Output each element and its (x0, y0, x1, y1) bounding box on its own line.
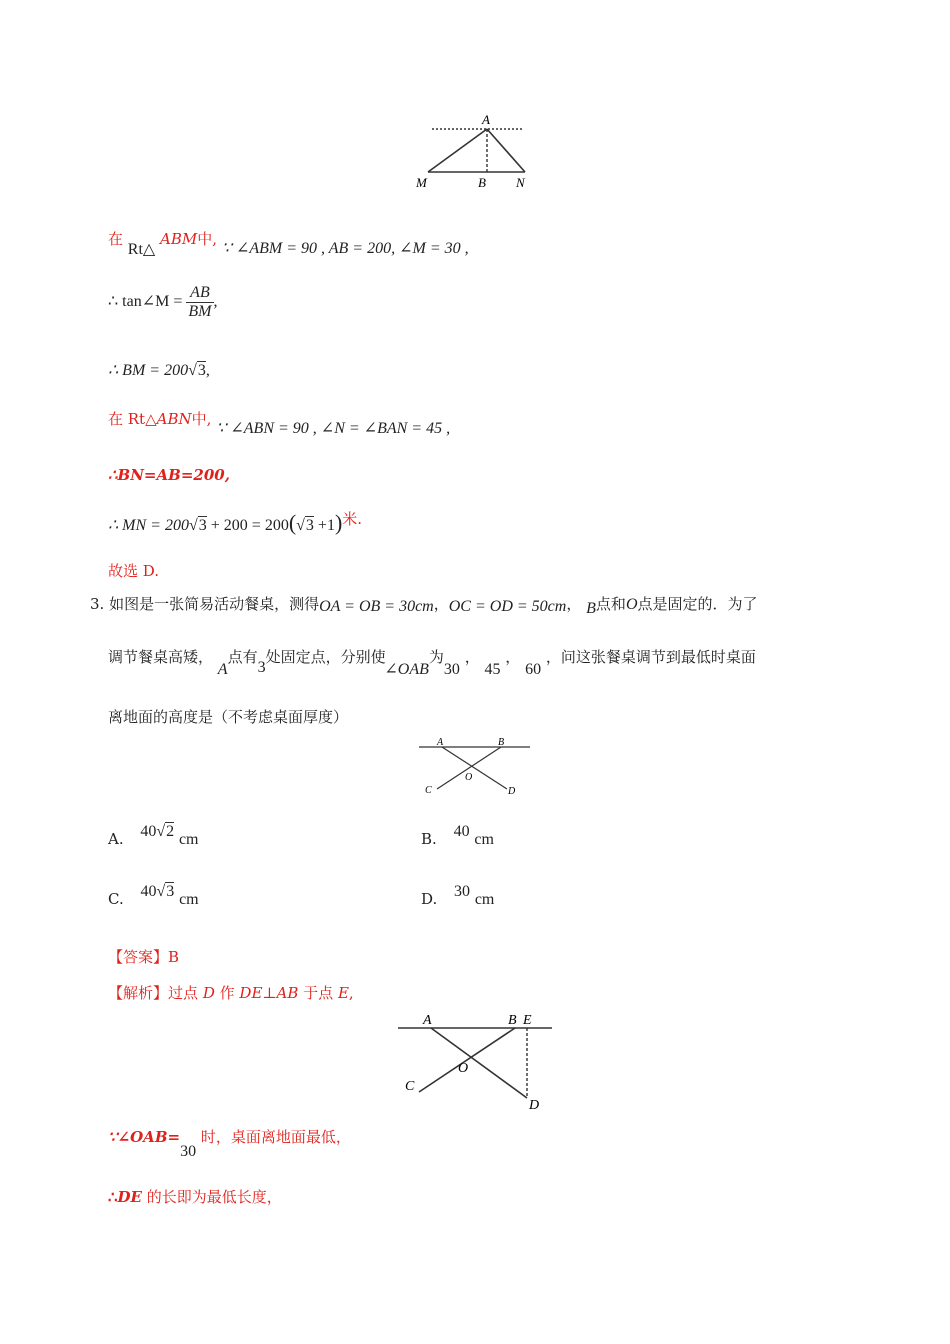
line1-mid: 中, (197, 230, 217, 248)
q3-l1-text-c: 点是固定的．为了 (637, 595, 758, 613)
q3-l1-text-b: 点和 (595, 595, 626, 613)
analysis-point-e: E (337, 984, 349, 1002)
q3-l1-comma: ， (566, 595, 582, 613)
analysis-t1: 过点 (168, 984, 199, 1002)
figure-table-large (395, 1008, 560, 1114)
label-d: D (529, 1098, 540, 1113)
analysis-point-d: D (202, 984, 215, 1002)
option-a-coef: 40 (140, 823, 157, 840)
option-a[interactable]: A. 40√2 cm (108, 823, 199, 848)
analysis-t2: 作 (219, 984, 235, 1002)
line3-lhs: ∴ BM = 200 (108, 362, 189, 379)
option-d-label: D. (421, 890, 438, 908)
label-m: M (416, 175, 427, 190)
option-c[interactable]: C. 40√3 cm (108, 883, 199, 908)
option-c-unit: cm (179, 891, 199, 908)
label-b: B (478, 175, 486, 190)
line3-radicand: 3 (197, 362, 206, 379)
question-3-line-2 (108, 646, 756, 678)
sol3-line2-de: DE (117, 1188, 142, 1206)
line4-math: ∵ ∠ABN = 90 , ∠N = ∠BAN = 45 , (216, 420, 451, 437)
solution-line-6: ∴ MN = 200√3 + 200 = 200(√3 +1)米. (108, 510, 363, 535)
q3-l2-text-b: 点有 (227, 648, 258, 666)
solution-line-2 (108, 284, 218, 321)
segment-an (487, 129, 525, 172)
question-3-line-3: 离地面的高度是（不考虑桌面厚度） (108, 708, 349, 726)
q3-l1-text-a: 如图是一张简易活动餐桌，测得 (109, 595, 320, 613)
fraction-denominator: BM (188, 303, 212, 320)
solution-line-7: 故选 D. (108, 562, 160, 580)
label-a: A (482, 112, 490, 127)
analysis-de-ab: DE⊥AB (239, 984, 299, 1002)
analysis-tag: 【解析】 (108, 984, 169, 1002)
q3-l1-math-1: OA = OB = 30cm (319, 598, 434, 615)
line2-tail: , (213, 293, 218, 311)
sol3-line1-value: 30 (180, 1143, 197, 1160)
sol3-line2-a: ∴ (108, 1188, 118, 1206)
option-b-value: 40 (453, 823, 470, 840)
option-d-unit: cm (474, 891, 495, 908)
analysis-t4: , (348, 984, 354, 1002)
sol3-line1-b: 时，桌面离地面最低， (200, 1128, 351, 1146)
solution-line-5: ∴BN=AB=200, (108, 466, 230, 484)
q3-l2-comma-2: ， (505, 648, 521, 666)
option-c-label: C. (108, 890, 124, 908)
option-d[interactable] (421, 883, 495, 909)
answer-line (108, 946, 179, 967)
option-c-coef: 40 (140, 883, 157, 900)
line4-mid: 中, (191, 410, 212, 428)
line3-tail: , (205, 362, 210, 379)
q3-l2-text-c: 处固定点，分别使 (265, 648, 386, 666)
q3-l1-point-b: B (586, 600, 596, 617)
q3-l2-three: 3 (257, 659, 266, 676)
solution3-line-1 (108, 1126, 351, 1160)
label-a: A (423, 1013, 432, 1028)
q3-l2-point-a: A (217, 661, 228, 678)
label-c: C (425, 785, 432, 796)
solution-line-1 (108, 228, 469, 258)
q3-l1-sep: ， (433, 595, 449, 613)
solution3-line-2 (108, 1186, 282, 1207)
fraction-numerator: AB (186, 284, 213, 303)
answer-tag: 【答案】 (108, 948, 169, 966)
line6-mid: + 200 = 200 (210, 517, 289, 534)
q3-l2-text-a: 调节餐桌高矮， (108, 648, 214, 666)
leg-bc (419, 1028, 515, 1092)
label-a: A (437, 737, 444, 748)
solution-line-4 (108, 408, 451, 437)
sol3-line2-b: 的长即为最低长度， (146, 1188, 282, 1206)
q3-l2-comma-1: ， (464, 648, 480, 666)
option-b-label: B. (421, 830, 437, 848)
q3-l2-angle: ∠OAB (384, 661, 429, 678)
line4-prefix: 在 Rt△ (108, 410, 157, 428)
line1-math: ∵ ∠ABM = 90 , AB = 200, ∠M = 30 , (221, 240, 469, 257)
q3-l2-value-30: 30 (443, 661, 460, 678)
option-a-unit: cm (178, 831, 199, 848)
line6-radicand-2: 3 (305, 517, 314, 534)
question-3-line-1 (90, 593, 758, 617)
figure-triangle-amn (410, 110, 540, 192)
solution-line-3: ∴ BM = 200√3, (108, 362, 210, 379)
label-e: E (523, 1013, 532, 1028)
option-c-radicand: 3 (166, 883, 175, 900)
q3-l1-math-2: OC = OD = 50cm (448, 598, 567, 615)
analysis-line (108, 982, 354, 1003)
label-b: B (508, 1013, 517, 1028)
label-n: N (516, 175, 525, 190)
q3-l2-value-45: 45 (484, 661, 501, 678)
option-a-radicand: 2 (166, 823, 175, 840)
option-b[interactable] (421, 823, 494, 849)
label-o: O (458, 1061, 469, 1076)
question-number: 3. (90, 595, 105, 613)
fraction-ab-bm (186, 284, 213, 321)
label-o: O (465, 772, 473, 783)
q3-l2-text-d: 为 (428, 648, 444, 666)
line6-radicand-1: 3 (198, 517, 207, 534)
line6-lhs: ∴ MN = 200 (108, 517, 189, 534)
leg-ad (431, 1028, 527, 1098)
line2-lhs: ∴ tan∠M = (108, 293, 183, 311)
analysis-t3: 于点 (303, 984, 334, 1002)
q3-l2-text-e: ，问这张餐桌调节到最低时桌面 (545, 648, 756, 666)
line6-unit: 米. (342, 510, 363, 528)
leg-ad (442, 747, 507, 789)
q3-l1-point-o: O (625, 596, 638, 613)
label-b: B (498, 737, 505, 748)
line1-rt: Rt△ (127, 241, 156, 258)
label-d: D (508, 786, 516, 797)
segment-am (428, 129, 487, 172)
option-d-value: 30 (454, 883, 471, 900)
option-b-unit: cm (474, 831, 494, 848)
answer-value: B (168, 948, 180, 966)
q3-l2-value-60: 60 (525, 661, 542, 678)
sol3-line1-a: ∵∠OAB= (108, 1128, 181, 1146)
line6-inner-tail: +1 (317, 517, 335, 534)
line4-triangle: ABN (156, 410, 192, 428)
label-c: C (405, 1079, 415, 1094)
line1-prefix: 在 (108, 230, 124, 248)
figure-table-small (415, 734, 535, 802)
line1-triangle: ABM (160, 230, 198, 248)
option-a-label: A. (108, 830, 124, 848)
